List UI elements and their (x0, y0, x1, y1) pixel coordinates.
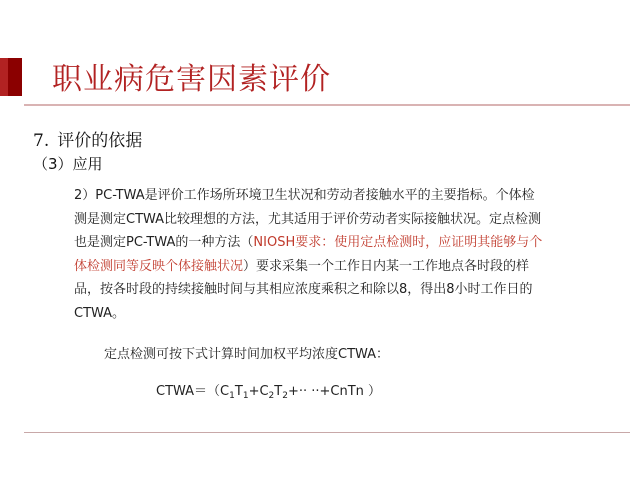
formula-sub-t1: 1 (242, 391, 249, 401)
formula-intro: 定点检测可按下式计算时间加权平均浓度CTWA： (104, 347, 390, 362)
accent-bar-inner (0, 58, 8, 96)
paragraph-line-5: 品，按各时段的持续接触时间与其相应浓度乘积之和除以8，得出8小时工作日的 (74, 282, 533, 297)
paragraph-line-3-text: 也是测定PC-TWA的一种方法（ (74, 235, 254, 250)
paragraph-line-6: CTWA。 (74, 305, 126, 321)
title-divider (24, 104, 630, 106)
section-number: 7. (33, 131, 50, 151)
niosh-requirement-part2: 体检测同等反映个体接触状况 (74, 258, 244, 274)
paragraph-line-4 (74, 255, 594, 279)
paragraph-line-4-text: ）要求采集一个工作日内某一工作地点各时段的样 (243, 258, 530, 274)
formula-sub-c1: 1 (229, 391, 235, 401)
section-heading (33, 126, 142, 151)
formula-lhs: CTWA＝（C (156, 384, 230, 399)
subsection-heading: （3）应用 (33, 155, 103, 173)
niosh-requirement-part1: NIOSH要求：使用定点检测时，应证明其能够与个 (253, 235, 543, 250)
section-label: 评价的依据 (57, 131, 143, 151)
formula-plus-c2: +C (248, 384, 269, 399)
paragraph-line-2: 测是测定CTWA比较理想的方法，尤其适用于评价劳动者实际接触状况。定点检测 (74, 211, 542, 227)
formula-sub-c2: 2 (268, 391, 275, 401)
formula-sub-t2: 2 (282, 391, 288, 401)
paragraph-line-3 (74, 231, 594, 255)
body-paragraph (74, 184, 594, 325)
paragraph-line-1: 2）PC-TWA是评价工作场所环境卫生状况和劳动者接触水平的主要指标。个体检 (74, 188, 535, 203)
slide-title: 职业病危害因素评价 (52, 62, 331, 97)
formula-rest: +·· ··+CnTn ） (287, 384, 382, 399)
formula-t1: T (234, 384, 243, 399)
bottom-divider (24, 432, 630, 433)
ctwa-formula (156, 380, 381, 399)
formula-t2: T (274, 384, 283, 399)
